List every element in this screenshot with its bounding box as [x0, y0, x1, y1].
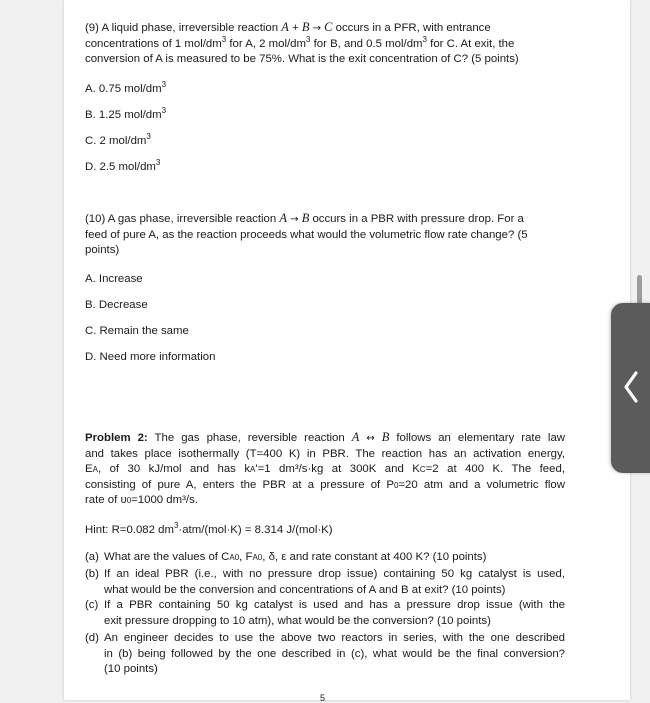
part-a-label: (a)	[85, 551, 99, 563]
p2-line-3: EA, of 30 kJ/mol and has kA'=1 dm³/s·kg at 300K and KC=2 at 400 K. The feed,	[85, 463, 565, 476]
q9-option-c: C. 2 mol/$dm^3$	[85, 132, 151, 147]
p2-line-1: Problem 2: The gas phase, reversible reaction A ↔ B follows an elementary rate law	[85, 430, 566, 444]
part-c-text: If a PBR containing 50 kg catalyst is used and has a pressure drop issue (with the exit pressure dropping to 10 atm), what would be the conversion? (10 points)	[104, 599, 565, 627]
q9-line-1: (9) A liquid phase, irreversible reaction A + B → C occurs in a PFR, with entrance	[85, 20, 491, 34]
q10-line-3: points)	[85, 244, 120, 257]
hint-text: Hint: R=0.082 $dm^3\cdot atm/(mol\cdot K) = 8.314$ J/(mol·K)	[85, 521, 333, 536]
part-a-text: What are the values of CA0, FA0, δ, ε and rate constant at 400 K? (10 points)	[104, 551, 487, 563]
q10-option-d: D. Need more information	[85, 351, 216, 363]
part-b-label: (b)	[85, 568, 99, 580]
q9-option-a: A. 0.75 mol/$dm^3$	[85, 80, 167, 95]
question-9	[85, 20, 565, 68]
question-10	[85, 211, 565, 259]
q9-option-d: D. 2.5 mol/$dm^3$	[85, 158, 161, 173]
q9-line-3: conversion of A is measured to be 75%. What is the exit concentration of C? (5 points)	[85, 53, 519, 66]
q9-option-b: B. 1.25 mol/$dm^3$	[85, 106, 167, 121]
q10-option-a: A. Increase	[85, 273, 143, 285]
q10-line-1: (10) A gas phase, irreversible reaction A → B occurs in a PBR with pressure drop. For a	[85, 211, 524, 225]
q10-option-c: C. Remain the same	[85, 325, 189, 337]
problem-2	[85, 430, 565, 509]
part-b-text: If an ideal PBR (i.e., with no pressure drop issue) containing 50 kg catalyst is used, what would be the conversion and concentrations of A and B at exit? (10 points)	[104, 568, 565, 596]
p2-line-5: rate of υ0=1000 dm³/s.	[85, 494, 198, 507]
side-panel-toggle[interactable]	[611, 303, 650, 473]
q10-line-2: feed of pure A, as the reaction proceeds what would the volumetric flow rate change? (5	[85, 228, 528, 241]
part-d-label: (d)	[85, 632, 99, 644]
p2-line-2: and takes place isothermally (T=400 K) in PBR. The reaction has an activation energy,	[85, 447, 565, 460]
part-d-text: An engineer decides to use the above two reactors in series, with the one described in (b) being followed by the one described in (c), what would be the final conversion? (10 points)	[104, 632, 565, 676]
page-number: 5	[320, 693, 326, 703]
document-page	[64, 0, 630, 703]
p2-line-4: consisting of pure A, enters the PBR at a pressure of P0=20 atm and a volumetric flow	[85, 478, 565, 491]
part-c-label: (c)	[85, 599, 99, 611]
chevron-left-icon	[621, 369, 641, 405]
q9-line-2: concentrations of 1 mol/$dm^3$ for A, 2 mol/$dm^3$ for B, and 0.5 mol/$dm^3$ for C. At exit, the	[85, 34, 515, 50]
q10-option-b: B. Decrease	[85, 299, 148, 311]
